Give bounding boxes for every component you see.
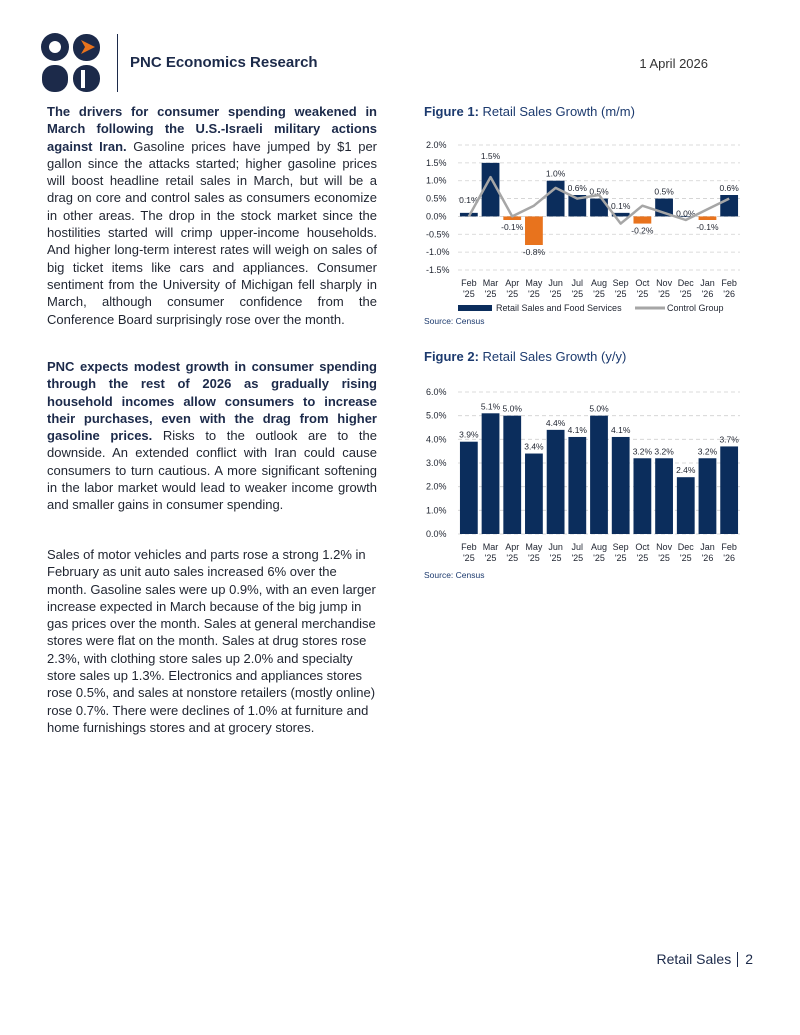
page-footer [657,951,754,967]
x-tick-label: Dec '25 [677,542,694,563]
x-tick-label: Apr '25 [505,542,520,563]
x-tick-label: Dec '25 [677,278,694,299]
data-label: 0.5% [654,186,674,197]
data-label: 1.0% [545,168,566,179]
figure-1-chart [420,135,750,335]
data-label: 1.5% [480,150,501,161]
data-label: 4.1% [567,424,587,435]
bar [612,437,630,534]
bar [655,458,673,534]
y-tick-label: 1.5% [426,157,447,168]
data-label: -0.8% [522,247,546,257]
paragraph-1-text: Gasoline prices have jumped by $1 per gallon since the attacks started; higher gasoline prices will boost headline retail sales in March, but will be a drag on core and control sales as consumers economize in other areas. The drop in the stock market since the hostilities started will crimp upper-income households. And higher long-term interest rates will weigh on sales of big ticket items like cars and appliances. Consumer sentiment from the University of Michigan fell sharply in March, although consumer confidence from the Conference Board surprisingly rose over the month. [47,138,377,327]
bar [633,458,651,534]
x-tick-label: Jul '25 [571,278,584,299]
data-label: 3.4% [524,441,544,452]
x-tick-label: Jul '25 [571,542,584,563]
footer-divider [737,952,738,967]
y-tick-label: 5.0% [426,410,447,421]
x-tick-label: Jun '25 [548,278,563,299]
data-label: -0.2% [631,225,654,236]
bar [525,216,543,245]
paragraph-3: Sales of motor vehicles and parts rose a strong 1.2% in February as unit auto sales increased 6% over the month. Gasoline sales were up 0.9%, with an even larger increase expected in March because of the big jump in gas prices over the month. Sales at general merchandise stores were flat on the month. Sales at drug stores rose 2.3%, with clothing store sales up 2.0% and specialty store sales up 1.3%. Electronics and appliances stores rose 0.5%, and sales at nonstore retailers (mostly online) rose 0.7%. There were declines of 1.0% at furniture and home furnishings stores and at grocery stores. [47,547,376,735]
bar [482,413,500,534]
legend-label: Retail Sales and Food Services [496,303,622,313]
y-tick-label: 0.5% [426,193,447,204]
data-label: 3.9% [459,429,479,440]
paragraph-1-lead: The drivers for consumer spending weakened in March following the U.S.-Israeli military actions against Iran. [47,104,377,154]
paragraph-2-lead: PNC expects modest growth in consumer spending through the rest of 2026 as gradually rising household incomes allow consumers to increase their purchases, even with the drag from higher gasoline prices. [47,359,377,444]
bar [590,416,608,534]
x-tick-label: Mar '25 [482,542,499,563]
x-tick-label: Oct '25 [635,542,650,563]
page-header-title: PNC Economics Research [130,54,318,71]
data-label: 3.2% [654,446,674,457]
x-tick-label: Sep '25 [612,278,629,299]
data-label: 5.1% [480,401,501,412]
x-tick-label: Jun '25 [548,542,563,563]
x-tick-label: Aug '25 [590,542,608,563]
y-tick-label: 6.0% [426,387,447,397]
data-label: 3.7% [719,434,739,445]
paragraph-1 [47,103,377,328]
x-tick-label: Nov '25 [656,278,673,299]
data-label: 0.0% [676,208,696,219]
bar [525,454,543,534]
y-tick-label: -0.5% [426,229,450,240]
bar [699,216,717,220]
data-label: -0.1% [501,222,524,232]
x-tick-label: Aug '25 [590,278,608,299]
page-header-date: 1 April 2026 [639,56,708,71]
chart-source: Source: Census [424,316,485,326]
data-label: 0.5% [589,186,609,197]
y-tick-label: 3.0% [426,458,447,468]
figure-2-label: Figure 2: [424,349,479,364]
data-label: 5.0% [589,403,609,414]
x-tick-label: Sep '25 [612,542,629,563]
bar [460,442,478,534]
x-tick-label: Feb '26 [721,278,737,299]
y-tick-label: 2.0% [426,481,447,492]
y-tick-label: -1.0% [426,247,450,258]
data-label: -0.1% [696,222,719,232]
data-label: 2.4% [676,465,696,476]
bar [547,430,565,534]
x-tick-label: Feb '25 [461,542,477,563]
bar [547,181,565,217]
x-tick-label: May '25 [525,278,543,299]
x-tick-label: Jan '26 [700,542,715,563]
data-label: 0.1% [459,194,479,205]
x-tick-label: Feb '26 [721,542,737,563]
data-label: 3.2% [632,446,653,457]
x-tick-label: Mar '25 [482,278,499,299]
bar [677,477,695,534]
legend-swatch-bars [458,305,492,311]
data-label: 0.1% [611,200,631,211]
data-label: 4.4% [545,417,566,428]
y-tick-label: 4.0% [426,434,447,445]
x-tick-label: Oct '25 [635,278,650,299]
chart-source: Source: Census [424,570,485,580]
x-tick-label: May '25 [525,542,543,563]
data-label: 0.6% [567,183,587,193]
footer-section: Retail Sales [656,951,732,967]
bar [503,416,521,534]
y-tick-label: 1.0% [426,505,447,516]
x-tick-label: Apr '25 [505,278,520,299]
bar [720,195,738,216]
x-tick-label: Nov '25 [656,542,673,563]
header-divider [117,34,118,92]
figure-1-title [424,104,635,119]
x-tick-label: Feb '25 [461,278,477,299]
figure-1-label: Figure 1: [424,104,479,119]
y-tick-label: 0.0% [426,529,447,539]
legend-label: Control Group [667,303,724,313]
bar [568,437,586,534]
data-label: 4.1% [611,424,631,435]
data-label: 0.6% [719,183,739,193]
y-tick-label: 1.0% [426,175,447,186]
y-tick-label: 0.0% [426,211,447,222]
bar [720,446,738,534]
bar [699,458,717,534]
pnc-logo [40,32,102,94]
paragraph-2 [47,358,377,514]
y-tick-label: 2.0% [426,140,447,150]
data-label: 3.2% [697,446,718,457]
data-label: 5.0% [502,403,522,414]
page-number: 2 [745,951,753,967]
figure-2-chart [420,380,750,580]
x-tick-label: Jan '26 [700,278,715,299]
figure-1-caption: Retail Sales Growth (m/m) [482,104,635,119]
bar [633,216,651,223]
figure-2-caption: Retail Sales Growth (y/y) [482,349,627,364]
y-tick-label: -1.5% [426,265,450,275]
paragraph-2-text: Risks to the outlook are to the downside. An extended conflict with Iran could cause consumers to turn cautious. A more significant softening in the labor market would lead to weaker income growth and smaller gains in consumer spending. [47,428,377,513]
figure-2-title [424,349,626,364]
